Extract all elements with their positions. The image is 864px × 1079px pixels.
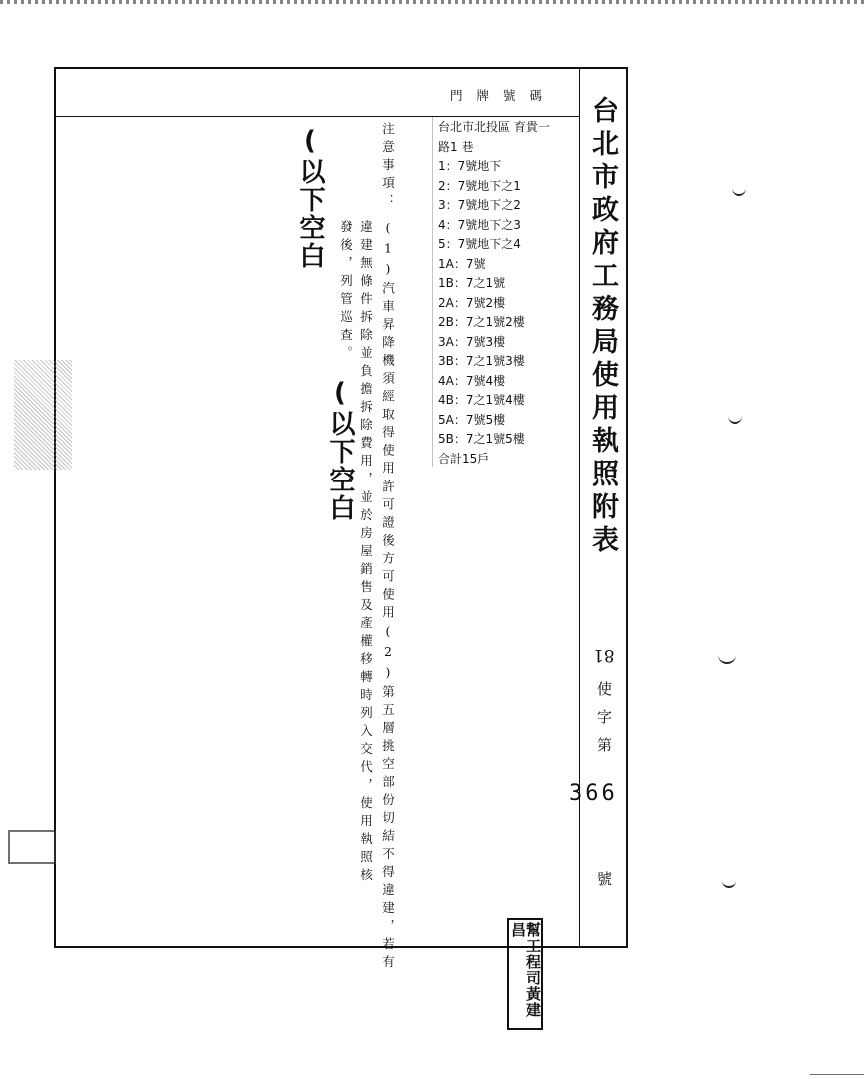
blank-below-mark: (以下空白	[295, 126, 325, 270]
address-line: 4B：7之1號4樓	[438, 393, 525, 407]
binding-hole-mark	[718, 646, 736, 664]
frame-left-border	[54, 67, 56, 948]
scan-edge-noise	[0, 0, 864, 4]
address-line: 2B：7之1號2樓	[438, 315, 525, 329]
door-number-header: 門牌號碼	[450, 88, 557, 103]
address-total: 合計15戶	[438, 452, 490, 466]
title-column-divider	[579, 67, 580, 948]
left-margin-smudge	[14, 360, 72, 470]
blank-below-mark: (以下空白	[325, 378, 355, 522]
notes-column: 發後，列管巡查。	[338, 220, 354, 364]
permit-type-char-1: 使	[597, 680, 613, 698]
binding-hole-mark	[732, 180, 746, 196]
address-line: 5：7號地下之4	[438, 237, 521, 251]
address-line: 2：7號地下之1	[438, 179, 521, 193]
scan-corner-line	[810, 1074, 864, 1075]
binding-hole-mark	[728, 408, 742, 424]
address-line: 3：7號地下之2	[438, 198, 521, 212]
header-row-divider	[56, 116, 580, 117]
permit-number: 366	[569, 781, 618, 806]
address-line: 路1 巷	[438, 140, 474, 154]
permit-year: 81	[593, 645, 615, 665]
notes-column: (1)汽車昇降機須經取得使用許可證後方可使用(2)第五層挑空部份切結不得違建，若有	[380, 220, 396, 973]
address-line: 1：7號地下	[438, 159, 502, 173]
permit-type-char-2: 字	[597, 708, 613, 726]
address-line: 3A：7號3樓	[438, 335, 506, 349]
binding-hole-mark	[722, 874, 736, 888]
address-line: 4：7號地下之3	[438, 218, 521, 232]
address-line: 4A：7號4樓	[438, 374, 506, 388]
permit-type-char-3: 第	[597, 736, 613, 754]
address-column-guide	[432, 117, 433, 467]
address-line: 2A：7號2樓	[438, 296, 506, 310]
address-line: 5A：7號5樓	[438, 413, 506, 427]
margin-stamp-fragment	[8, 830, 56, 864]
address-line: 5B：7之1號5樓	[438, 432, 525, 446]
notes-heading: 注意事項：	[380, 122, 396, 212]
address-line: 3B：7之1號3樓	[438, 354, 525, 368]
form-title: 台北市政府工務局使用執照附表	[587, 96, 618, 558]
address-line: 1B：7之1號	[438, 276, 506, 290]
address-line: 1A：7號	[438, 257, 486, 271]
notes-column: 違建無條件拆除並負擔拆除費用，並於房屋銷售及產權移轉時列入交代，使用執照核	[358, 220, 374, 886]
permit-suffix: 號	[597, 870, 613, 888]
frame-right-border	[626, 67, 628, 948]
frame-top-border	[54, 67, 628, 69]
address-line: 台北市北投區 育貴一	[438, 120, 550, 134]
engineer-stamp: 幫工程司黃建昌	[507, 918, 543, 1030]
